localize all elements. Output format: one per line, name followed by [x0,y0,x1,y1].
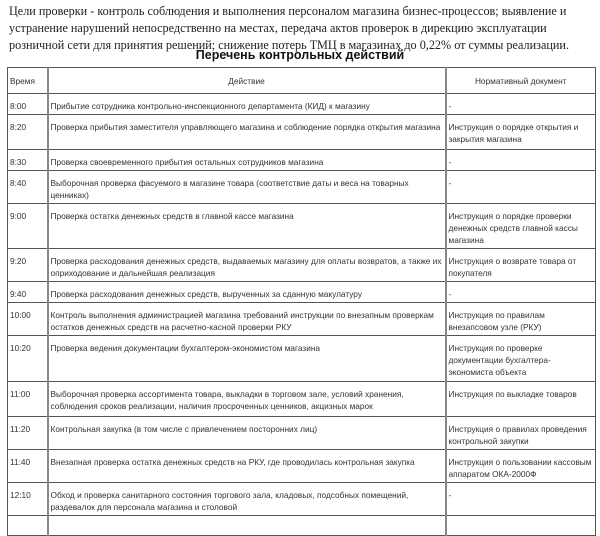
header-action: Действие [48,68,446,94]
time-cell: 9:20 [8,249,48,282]
intro-paragraph: Цели проверки - контроль соблюдения и выполнения персоналом магазина бизнес-процессов; выявление и устранение нарушений непосредственно на местах, передача актов проверок в дирекцию эксплуатации розничной сети для принятия решений; снижение потерь ТМЦ в магазинах до 0,22% от суммы реализации. [9,4,569,52]
table-row [8,204,596,249]
table-row [8,171,596,204]
document-cell: Инструкция по выкладке товаров [446,382,596,417]
table-row [8,94,596,115]
time-cell: 8:00 [8,94,48,115]
document-cell: Инструкция о порядке проверки денежных средств главной кассы магазина [446,204,596,249]
time-cell: 9:40 [8,282,48,303]
table-row [8,516,596,536]
table-title: Перечень контрольных действий [195,48,405,62]
table-row [8,249,596,282]
time-cell: 10:20 [8,336,48,382]
table-row [8,150,596,171]
time-cell: 8:30 [8,150,48,171]
time-cell: 9:00 [8,204,48,249]
action-cell: Выборочная проверка ассортимента товара, выкладки в торговом зале, условий хранения, соблюдения сроков реализации, наличия просроченных ценников, акцизных марок [48,382,446,417]
document-cell: Инструкция о правилах проведения контрольной закупки [446,417,596,450]
action-cell: Обход и проверка санитарного состояния торгового зала, кладовых, подсобных помещений, раздевалок для персонала магазина и столовой [48,483,446,516]
time-cell: 8:40 [8,171,48,204]
time-cell: 12:10 [8,483,48,516]
action-cell: Проверка остатка денежных средств в главной кассе магазина [48,204,446,249]
header-document: Нормативный документ [446,68,596,94]
document-cell: Инструкция о пользовании кассовым аппаратом ОКА-2000Ф [446,450,596,483]
table-row [8,382,596,417]
table-row [8,282,596,303]
time-cell: 10:00 [8,303,48,336]
document-cell: Инструкция по правилам внезапсовом узле (РКУ) [446,303,596,336]
document-cell [446,516,596,536]
time-cell: 11:40 [8,450,48,483]
table-row [8,115,596,150]
action-cell: Прибытие сотрудника контрольно-инспекционного департамента (КИД) к магазину [48,94,446,115]
time-cell: 11:20 [8,417,48,450]
document-cell: Инструкция о порядке открытия и закрытия магазина [446,115,596,150]
control-actions-table [7,67,596,536]
action-cell: Проверка прибытия заместителя управляющего магазина и соблюдение порядка открытия магазина [48,115,446,150]
table-header-row [8,68,596,94]
time-cell [8,516,48,536]
action-cell [48,516,446,536]
table-row [8,450,596,483]
table-row [8,483,596,516]
action-cell: Контроль выполнения администрацией магазина требований инструкции по внезапным проверкам остатков денежных средств на расчетно-касной проверки РКУ [48,303,446,336]
table-row [8,417,596,450]
time-cell: 8:20 [8,115,48,150]
document-cell: - [446,94,596,115]
document-cell: Инструкция о возврате товара от покупателя [446,249,596,282]
action-cell: Контрольная закупка (в том числе с привлечением посторонних лиц) [48,417,446,450]
action-cell: Проверка своевременного прибытия остальных сотрудников магазина [48,150,446,171]
document-cell: - [446,150,596,171]
table-row [8,303,596,336]
document-cell: - [446,171,596,204]
action-cell: Внезапная проверка остатка денежных средств на РКУ, где проводилась контрольная закупка [48,450,446,483]
time-cell: 11:00 [8,382,48,417]
header-time: Время [8,68,48,94]
action-cell: Выборочная проверка фасуемого в магазине товара (соответствие даты и веса на товарных ценниках) [48,171,446,204]
document-cell: - [446,483,596,516]
action-cell: Проверка ведения документации бухгалтером-экономистом магазина [48,336,446,382]
document-cell: - [446,282,596,303]
action-cell: Проверка расходования денежных средств, вырученных за сданную макулатуру [48,282,446,303]
action-cell: Проверка расходования денежных средств, выдаваемых магазину для оплаты возвратов, а также их оприходование и дальнейшая реализация [48,249,446,282]
table-row [8,336,596,382]
document-cell: Инструкция по проверке документации бухгалтера-экономиста объекта [446,336,596,382]
